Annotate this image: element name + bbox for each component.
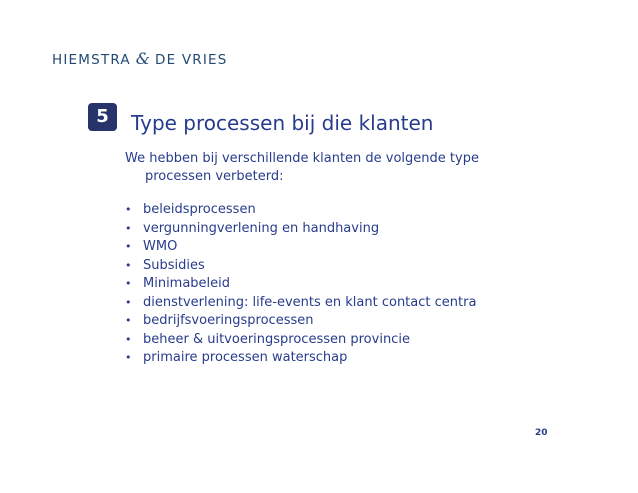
list-item-text: primaire processen waterschap: [143, 350, 348, 365]
list-item-text: bedrijfsvoeringsprocessen: [143, 313, 314, 328]
bullet-icon: •: [125, 240, 132, 253]
bullet-icon: •: [125, 351, 132, 364]
list-item: [125, 275, 476, 294]
list-item: [125, 201, 476, 220]
list-item: [125, 238, 476, 257]
bullet-icon: •: [125, 258, 132, 272]
bullet-icon: •: [125, 203, 132, 216]
section-number-badge: 5: [88, 103, 117, 131]
list-item-text: dienstverlening: life-events en klant contact centra: [143, 294, 477, 310]
intro-line-2: processen verbeterd:: [145, 169, 284, 184]
company-logo: [52, 50, 228, 69]
intro-text: [125, 150, 505, 186]
list-item: [125, 331, 476, 350]
list-item-text: Subsidies: [143, 257, 205, 273]
bullet-icon: •: [125, 295, 132, 309]
list-item: [125, 349, 476, 368]
bullet-icon: •: [125, 277, 132, 290]
list-item-text: Minimabeleid: [143, 276, 231, 291]
logo-text-right: DE VRIES: [155, 52, 228, 68]
process-list: [125, 201, 476, 368]
page-number: 20: [535, 428, 548, 438]
logo-ampersand: &: [135, 49, 151, 68]
logo-text-left: HIEMSTRA: [52, 52, 131, 68]
intro-line-1: We hebben bij verschillende klanten de volgende type: [125, 151, 479, 166]
list-item: [125, 220, 476, 239]
list-item-text: beheer & uitvoeringsprocessen provincie: [143, 331, 410, 347]
list-item-text: WMO: [143, 239, 178, 254]
list-item-text: beleidsprocessen: [143, 202, 256, 217]
bullet-icon: •: [125, 332, 132, 346]
list-item-text: vergunningverlening en handhaving: [143, 220, 380, 236]
bullet-icon: •: [125, 221, 132, 235]
list-item: [125, 294, 476, 313]
list-item: [125, 312, 476, 331]
bullet-icon: •: [125, 314, 132, 327]
slide-title: Type processen bij die klanten: [131, 111, 434, 135]
list-item: [125, 257, 476, 276]
